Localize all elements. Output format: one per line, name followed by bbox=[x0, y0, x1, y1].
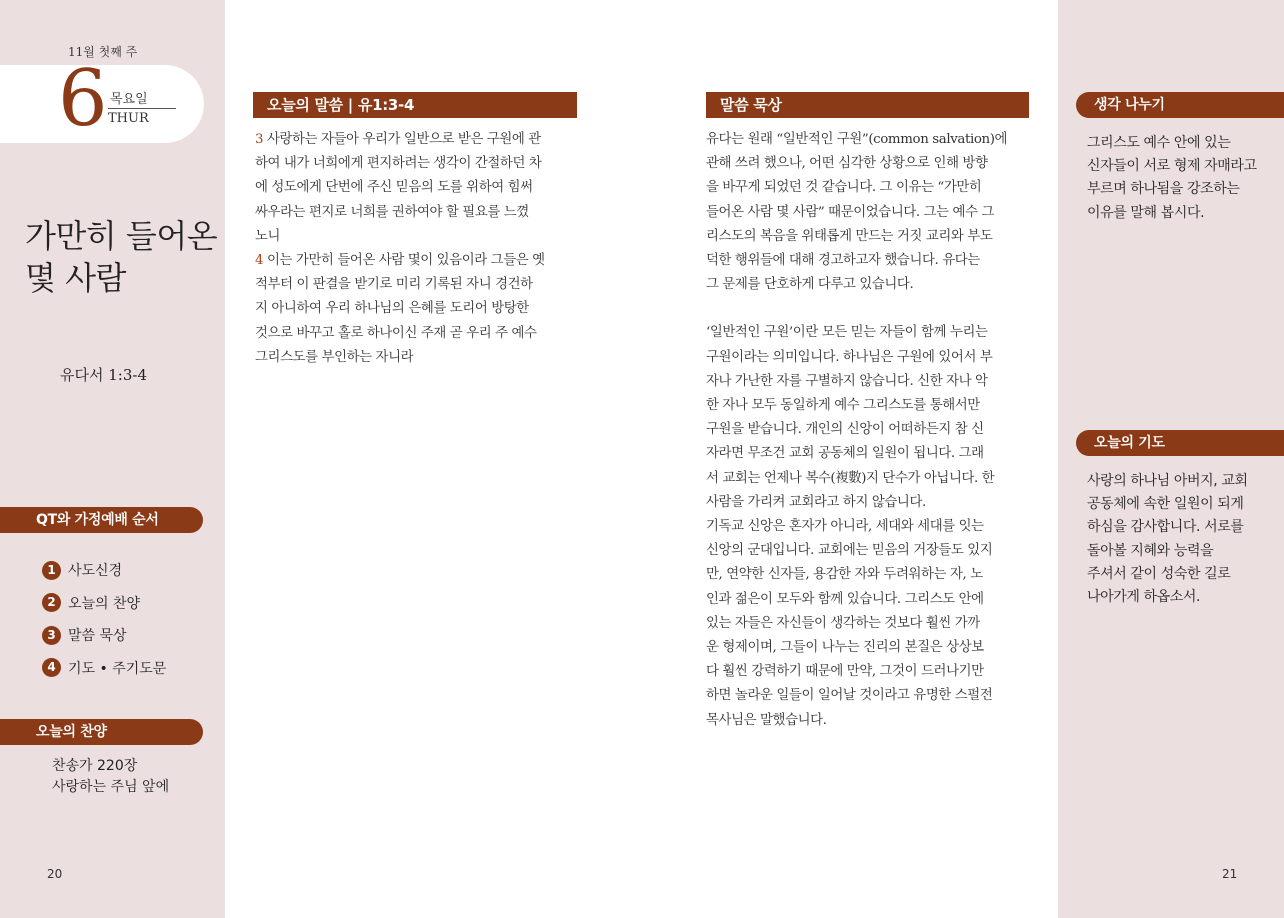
scripture-line: 3 사랑하는 자들아 우리가 일반으로 받은 구원에 관 bbox=[255, 132, 541, 147]
page-number-right: 21 bbox=[1222, 867, 1238, 881]
meditation-line: 자나 가난한 자를 구별하지 않습니다. 신한 자나 악 bbox=[706, 373, 988, 389]
meditation-line: 유다는 원래 “일반적인 구원”(common salvation)에 bbox=[706, 132, 1008, 147]
share-line: 신자들이 서로 형제 자매라고 bbox=[1087, 158, 1257, 175]
meditation-line: 있는 자들은 자신들이 생각하는 것보다 훨씬 가까 bbox=[706, 615, 980, 631]
order-item bbox=[42, 652, 166, 685]
share-line: 부르며 하나됨을 강조하는 bbox=[1087, 181, 1240, 198]
scripture-line: 노니 bbox=[255, 228, 281, 244]
passage-reference: 유다서 1:3-4 bbox=[60, 366, 147, 384]
prayer-line: 공동체에 속한 일원이 되게 bbox=[1087, 496, 1244, 513]
scripture-line: 4 이는 가만히 들어온 사람 몇이 있음이라 그들은 옛 bbox=[255, 253, 545, 269]
meditation-line: 만, 연약한 신자들, 용감한 자와 두려워하는 자, 노 bbox=[706, 567, 983, 583]
order-item-label: 기도 • 주기도문 bbox=[68, 660, 167, 677]
prayer-line: 하심을 감사합니다. 서로를 bbox=[1087, 519, 1244, 536]
order-item-label: 오늘의 찬양 bbox=[68, 595, 141, 612]
scripture-line: 싸우라는 편지로 너희를 권하여야 할 필요를 느꼈 bbox=[255, 204, 529, 220]
order-number-badge: 1 bbox=[42, 561, 61, 580]
meditation-line: ‘일반적인 구원’이란 모든 믿는 자들이 함께 누리는 bbox=[706, 325, 988, 341]
meditation-line: 구원이라는 의미입니다. 하나님은 구원에 있어서 부 bbox=[706, 349, 993, 365]
page-title bbox=[25, 215, 217, 299]
order-item bbox=[42, 587, 166, 620]
order-item bbox=[42, 619, 166, 652]
order-number-badge: 3 bbox=[42, 626, 61, 645]
prayer-text bbox=[1087, 470, 1262, 609]
share-line: 이유를 말해 봅시다. bbox=[1087, 204, 1205, 221]
meditation-line: 서 교회는 언제나 복수(複數)지 단수가 아닙니다. 한 bbox=[706, 470, 995, 486]
meditation-line: 리스도의 복음을 위태롭게 만드는 거짓 교리와 부도 bbox=[706, 228, 993, 244]
scripture-line: 에 성도에게 단번에 주신 믿음의 도를 위하여 힘써 bbox=[255, 180, 533, 196]
week-label: 11월 첫째 주 bbox=[68, 45, 138, 59]
share-line: 그리스도 예수 안에 있는 bbox=[1087, 135, 1231, 151]
meditation-line: 인과 젊은이 모두와 함께 있습니다. 그리스도 안에 bbox=[706, 591, 984, 607]
hymn-info bbox=[52, 756, 169, 798]
date-divider bbox=[108, 108, 176, 109]
scripture-heading: 오늘의 말씀 | 유1:3-4 bbox=[253, 92, 577, 118]
scripture-line: 그리스도를 부인하는 자니라 bbox=[255, 349, 414, 365]
share-heading: 생각 나누기 bbox=[1076, 92, 1284, 118]
order-number-badge: 2 bbox=[42, 593, 61, 612]
meditation-line: 신앙의 군대입니다. 교회에는 믿음의 거장들도 있지 bbox=[706, 543, 993, 559]
day-korean: 목요일 bbox=[110, 92, 148, 107]
prayer-heading: 오늘의 기도 bbox=[1076, 430, 1284, 456]
meditation-line: 자라면 무조건 교회 공동체의 일원이 됩니다. 그래 bbox=[706, 446, 984, 462]
hymn-line: 찬송가 220장 bbox=[52, 758, 138, 774]
prayer-line: 주셔서 같이 성숙한 길로 bbox=[1087, 565, 1231, 582]
order-heading: QT와 가정예배 순서 bbox=[0, 507, 203, 533]
prayer-line: 나아가게 하옵소서. bbox=[1087, 589, 1201, 606]
order-number-badge: 4 bbox=[42, 658, 61, 677]
order-item bbox=[42, 554, 166, 587]
scripture-line: 지 아니하여 우리 하나님의 은혜를 도리어 방탕한 bbox=[255, 301, 529, 317]
title-line: 가만히 들어온 bbox=[25, 217, 218, 255]
share-text bbox=[1087, 132, 1262, 225]
verse-number: 3 bbox=[255, 132, 264, 147]
meditation-line: 덕한 행위들에 대해 경고하고자 했습니다. 유다는 bbox=[706, 253, 980, 269]
day-english: THUR bbox=[108, 111, 149, 126]
meditation-line: 그 문제를 단호하게 다루고 있습니다. bbox=[706, 277, 914, 293]
meditation-line: 을 바꾸게 되었던 것 같습니다. 그 이유는 “가만히 bbox=[706, 180, 982, 196]
scripture-text bbox=[255, 128, 577, 370]
order-list bbox=[42, 554, 166, 684]
meditation-line: 다 훨씬 강력하기 때문에 만약, 그것이 드러나기만 bbox=[706, 664, 984, 680]
meditation-line: 운 형제이며, 그들이 나누는 진리의 본질은 상상보 bbox=[706, 640, 984, 656]
verse-number: 4 bbox=[255, 253, 264, 269]
title-line: 몇 사람 bbox=[25, 259, 126, 297]
order-item-label: 말씀 묵상 bbox=[68, 628, 127, 645]
hymn-heading: 오늘의 찬양 bbox=[0, 719, 203, 745]
scripture-line: 적부터 이 판결을 받기로 미리 기록된 자니 경건하 bbox=[255, 277, 533, 293]
paragraph-gap bbox=[706, 297, 1029, 321]
order-item-label: 사도신경 bbox=[68, 563, 123, 580]
meditation-line: 기독교 신앙은 혼자가 아니라, 세대와 세대를 잇는 bbox=[706, 519, 984, 535]
meditation-line: 한 자나 모두 동일하게 예수 그리스도를 통해서만 bbox=[706, 398, 980, 414]
date-number: 6 bbox=[58, 54, 108, 144]
meditation-line: 하면 놀라운 일들이 일어날 것이라고 유명한 스펄전 bbox=[706, 688, 993, 704]
meditation-text bbox=[706, 128, 1029, 733]
hymn-line: 사랑하는 주님 앞에 bbox=[52, 779, 170, 795]
prayer-line: 돌아볼 지혜와 능력을 bbox=[1087, 542, 1214, 559]
scripture-line: 것으로 바꾸고 홀로 하나이신 주재 곧 우리 주 예수 bbox=[255, 325, 537, 341]
prayer-line: 사랑의 하나님 아버지, 교회 bbox=[1087, 473, 1248, 489]
meditation-heading: 말씀 묵상 bbox=[706, 92, 1029, 118]
meditation-line: 목사님은 말했습니다. bbox=[706, 712, 827, 728]
meditation-line: 들어온 사람 몇 사람” 때문이었습니다. 그는 예수 그 bbox=[706, 204, 995, 220]
meditation-line: 관해 쓰려 했으나, 어떤 심각한 상황으로 인해 방향 bbox=[706, 156, 988, 172]
meditation-line: 구원을 받습니다. 개인의 신앙이 어떠하든지 참 신 bbox=[706, 422, 984, 438]
page-number-left: 20 bbox=[47, 867, 63, 881]
meditation-line: 사람을 가리켜 교회라고 하지 않습니다. bbox=[706, 494, 926, 510]
scripture-line: 하여 내가 너희에게 편지하려는 생각이 간절하던 차 bbox=[255, 156, 542, 172]
